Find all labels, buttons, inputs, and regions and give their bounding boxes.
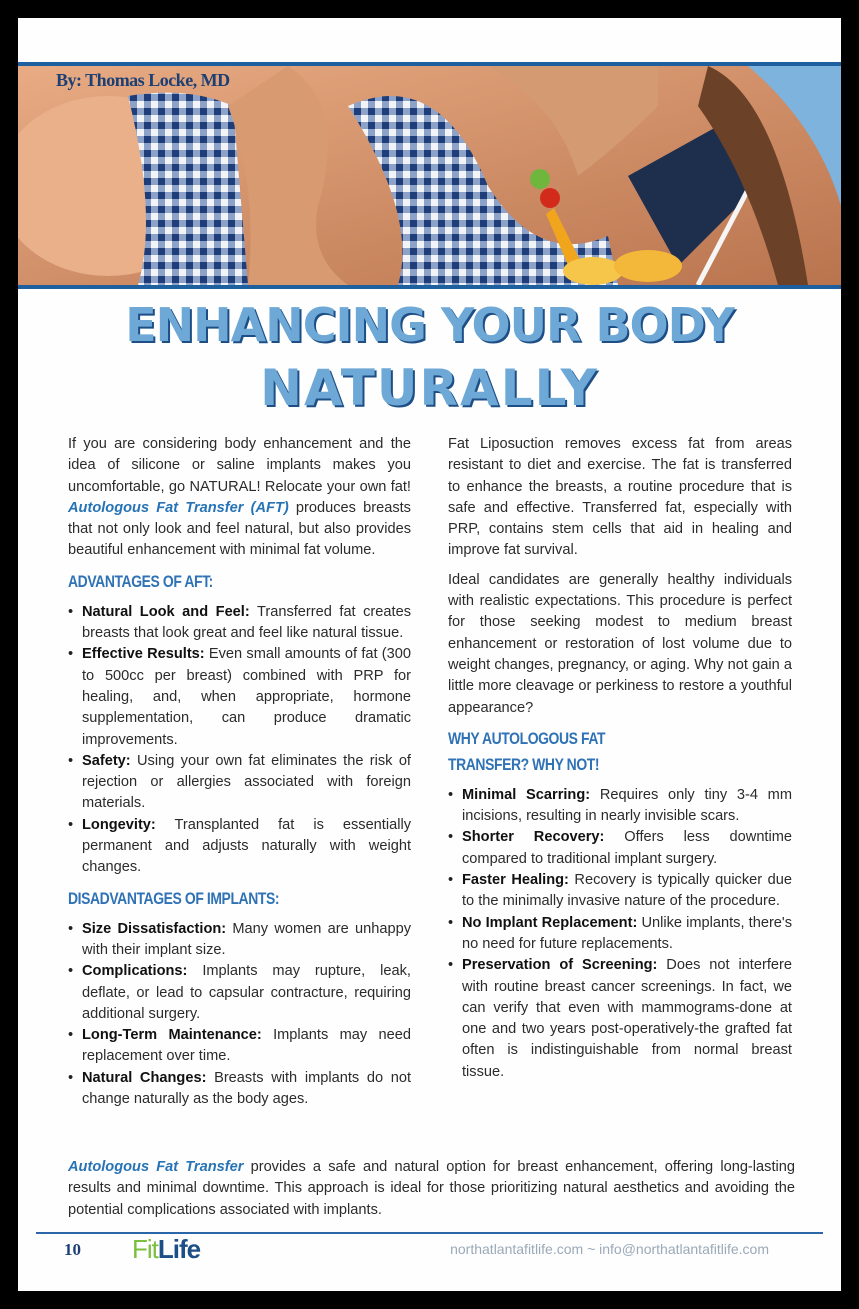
byline: By: Thomas Locke, MD xyxy=(56,70,230,90)
list-item: • Minimal Scarring: Requires only tiny 3-4 mm incisions, resulting in nearly invisible scars. xyxy=(462,785,792,828)
list-item: • Natural Changes: Breasts with implants do not change naturally as the body ages. xyxy=(82,1068,411,1111)
list-item: • Complications: Implants may rupture, leak, deflate, or lead to capsular contracture, requiring additional surgery. xyxy=(82,961,411,1025)
intro-paragraph xyxy=(68,434,411,562)
list-item: • Natural Look and Feel: Transferred fat creates breasts that look great and feel like natural tissue. xyxy=(82,602,411,645)
magazine-page xyxy=(18,18,841,1291)
fitlife-logo: FitLife xyxy=(132,1234,201,1264)
hero-illustration xyxy=(18,66,841,285)
list-item: • Preservation of Screening: Does not interfere with routine breast cancer screenings. In fact, we can verify that even with mammograms-done at one and two years post-operatively-the grafted fat often is indistinguishable from normal breast tissue. xyxy=(462,955,792,1083)
candidates-paragraph: Ideal candidates are generally healthy individuals with realistic expectations. This procedure is perfect for those seeking modest to medium breast enhancement or restoration of lost volume due to weight changes, pregnancy, or aging. Why not gain a little more cleavage or perkiness to restore a youthful appearance? xyxy=(448,571,792,716)
list-item: • Safety: Using your own fat eliminates the risk of rejection or allergies associated with foreign materials. xyxy=(82,751,411,815)
benefits-list xyxy=(448,785,792,1083)
liposuction-paragraph: Fat Liposuction removes excess fat from areas resistant to diet and exercise. The fat is transferred to enhance the breasts, a routine procedure that is safe and effective. Transferred fat, especially with PRP, contains stem cells that aid in healing and improve fat survival. xyxy=(448,436,792,559)
list-item: • Faster Healing: Recovery is typically quicker due to the minimally invasive nature of the procedure. xyxy=(462,870,792,913)
closing-highlight: Autologous Fat Transfer xyxy=(68,1159,244,1175)
list-item: • Longevity: Transplanted fat is essentially permanent and adjusts naturally with weight changes. xyxy=(82,815,411,879)
intro-text: If you are considering body enhancement and the idea of silicone or saline implants makes you uncomfortable, go NATURAL! Relocate your own fat! xyxy=(68,436,411,495)
disadvantages-heading: DISADVANTAGES OF IMPLANTS: xyxy=(68,888,280,908)
footer-contact: northatlantafitlife.com ~ info@northatlantafitlife.com xyxy=(450,1241,769,1257)
intro-highlight: Autologous Fat Transfer (AFT) xyxy=(68,499,289,516)
closing-text: provides a safe and natural option for breast enhancement, offering long-lasting results and minimal downtime. This approach is ideal for those prioritizing natural aesthetics and avoiding the potential complications associated with implants. xyxy=(68,1159,795,1218)
list-item: • Shorter Recovery: Offers less downtime compared to traditional implant surgery. xyxy=(462,827,792,870)
page-number: 10 xyxy=(64,1240,81,1259)
advantages-list xyxy=(68,602,411,879)
list-item: • Long-Term Maintenance: Implants may need replacement over time. xyxy=(82,1025,411,1068)
why-aft-heading-line1: WHY AUTOLOGOUS FAT xyxy=(448,728,606,748)
list-item: • Effective Results: Even small amounts of fat (300 to 500cc per breast) combined with PRP for healing, and, when appropriate, hormone supplementation, can produce dramatic improvements. xyxy=(82,644,411,750)
intro-text-end: produces breasts that not only look and feel natural, but also provides beautiful enhancement with minimal fat volume. xyxy=(68,499,411,559)
page-title-line1: ENHANCING YOUR BODY xyxy=(125,298,734,352)
disadvantages-list xyxy=(68,919,411,1111)
page-title-line2: NATURALLY xyxy=(260,359,599,417)
left-column xyxy=(68,434,411,1110)
hero-image xyxy=(18,66,841,285)
closing-paragraph xyxy=(68,1157,795,1221)
list-item: • No Implant Replacement: Unlike implants, there's no need for future replacements. xyxy=(462,913,792,956)
why-aft-heading-line2: TRANSFER? WHY NOT! xyxy=(448,754,600,774)
right-column xyxy=(448,434,792,1083)
list-item: • Size Dissatisfaction: Many women are unhappy with their implant size. xyxy=(82,919,411,962)
advantages-heading: ADVANTAGES OF AFT: xyxy=(68,571,213,591)
